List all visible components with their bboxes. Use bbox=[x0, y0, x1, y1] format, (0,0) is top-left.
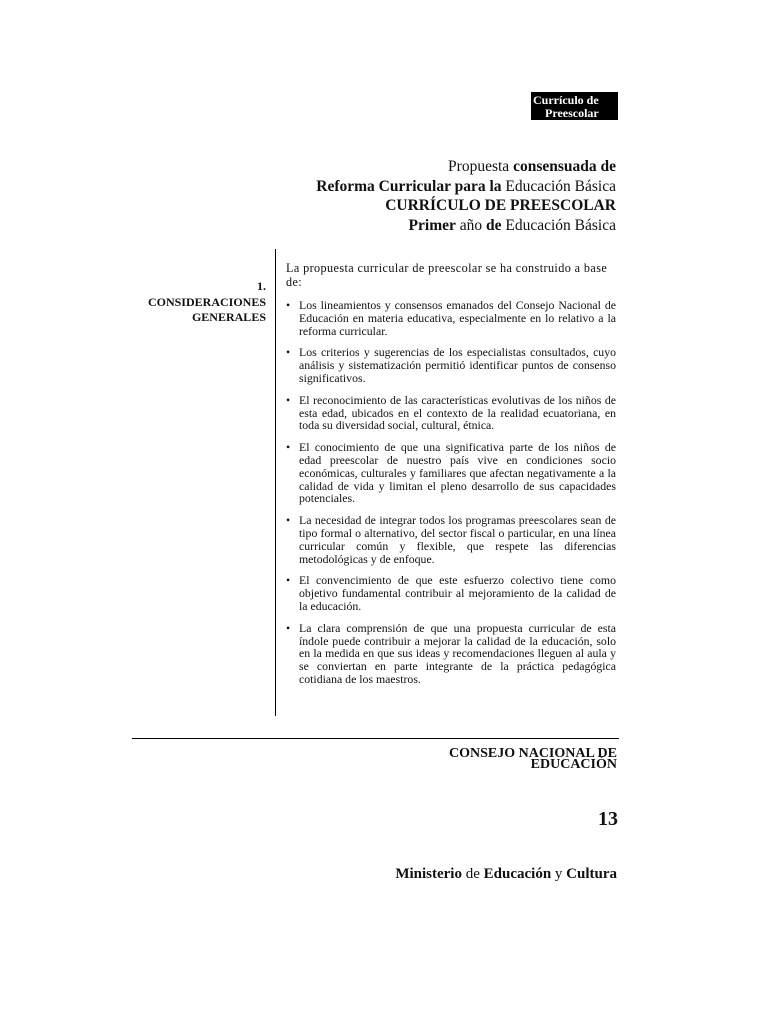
list-item bbox=[286, 622, 616, 686]
section-title-line-2: GENERALES bbox=[191, 310, 266, 324]
title-line-1-normal: Propuesta bbox=[448, 158, 514, 175]
bullet-list bbox=[286, 299, 616, 686]
title-line-4-normal-2: Educación Básica bbox=[501, 216, 616, 234]
section-heading bbox=[148, 279, 266, 326]
list-item-text: La clara comprensión de que una propuesta curricular de esta índole puede contribuir a mejorar la calidad de la educación, solo en la medida en que sus ideas y recomendaciones lleguen al aula y se conviertan en parte integrante de la práctica pedagógica cotidiana de los maestros. bbox=[299, 620, 616, 686]
vertical-divider bbox=[275, 249, 276, 716]
body-column bbox=[286, 261, 616, 695]
bullet-icon: • bbox=[286, 392, 291, 407]
ministry-footer bbox=[395, 866, 617, 883]
ministry-word-4: y bbox=[551, 866, 567, 882]
council-footer bbox=[449, 748, 617, 770]
title-line-4 bbox=[316, 216, 616, 236]
header-tag-line1: Currículo de bbox=[533, 93, 599, 107]
bullet-icon: • bbox=[286, 620, 291, 635]
title-line-2-normal: Educación Básica bbox=[505, 177, 616, 195]
horizontal-divider bbox=[132, 738, 619, 739]
list-item-text: El convencimiento de que este esfuerzo colectivo tiene como objetivo fundamental contribuir al mejoramiento de la calidad de la educación. bbox=[299, 573, 616, 613]
title-line-3-bold: CURRÍCULO DE PREESCOLAR bbox=[385, 197, 616, 214]
list-item bbox=[286, 299, 616, 337]
council-line-2: EDUCACIÓN bbox=[530, 757, 617, 772]
running-header-tag bbox=[531, 92, 618, 120]
bullet-icon: • bbox=[286, 298, 291, 312]
list-item-text: Los lineamientos y consensos emanados del Consejo Nacional de Educación en materia educativa, especialmente en lo relativo a la reforma curricular. bbox=[299, 298, 616, 338]
title-line-4-bold-2: de bbox=[486, 216, 502, 234]
list-item bbox=[286, 441, 616, 505]
page-number: 13 bbox=[598, 808, 618, 830]
title-line-4-normal-1: año bbox=[455, 216, 487, 234]
section-title-line-1: CONSIDERACIONES bbox=[147, 294, 266, 309]
title-line-1 bbox=[316, 157, 616, 177]
list-item bbox=[286, 574, 616, 612]
title-line-3 bbox=[316, 196, 616, 216]
council-line-1: CONSEJO NACIONAL DE bbox=[448, 746, 617, 761]
document-title bbox=[316, 157, 616, 235]
list-item bbox=[286, 346, 616, 384]
bullet-icon: • bbox=[286, 440, 291, 455]
header-tag-line2: Preescolar bbox=[545, 106, 599, 120]
ministry-word-2: de bbox=[461, 866, 484, 882]
ministry-word-1: Ministerio bbox=[395, 866, 462, 882]
title-line-1-bold: consensuada de bbox=[513, 158, 616, 175]
title-line-2 bbox=[316, 177, 616, 197]
ministry-word-3: Educación bbox=[483, 866, 552, 882]
bullet-icon: • bbox=[286, 345, 291, 360]
bullet-icon: • bbox=[286, 573, 291, 588]
list-item bbox=[286, 514, 616, 565]
title-line-4-bold-1: Primer bbox=[408, 216, 456, 234]
bullet-icon: • bbox=[286, 513, 291, 528]
section-number: 1. bbox=[257, 279, 266, 293]
list-item-text: El reconocimiento de las características evolutivas de los niños de esta edad, ubicados en el contexto de la realidad ecuatoriana, en toda su diversidad social, cultural, étnica. bbox=[299, 392, 616, 433]
ministry-word-5: Cultura bbox=[566, 866, 617, 882]
list-item-text: Los criterios y sugerencias de los especialistas consultados, cuyo análisis y sistematización permitió identificar puntos de consenso significativos. bbox=[299, 345, 616, 385]
list-item bbox=[286, 394, 616, 432]
title-line-2-bold: Reforma Curricular para la bbox=[316, 177, 506, 195]
list-item-text: La necesidad de integrar todos los programas preescolares sean de tipo formal o alternativo, del sector fiscal o particular, en una línea curricular común y flexible, que respete las diferencias metodológicas y de enfoque. bbox=[299, 513, 616, 566]
list-item-text: El conocimiento de que una significativa parte de los niños de edad preescolar de nuestro país vive en condiciones socio económicas, culturales y familiares que afectan negativamente a la calidad de vida y limitan el pleno desarrollo de sus capacidades potenciales. bbox=[299, 440, 616, 506]
intro-paragraph: La propuesta curricular de preescolar se ha construido a base de: bbox=[286, 261, 608, 289]
